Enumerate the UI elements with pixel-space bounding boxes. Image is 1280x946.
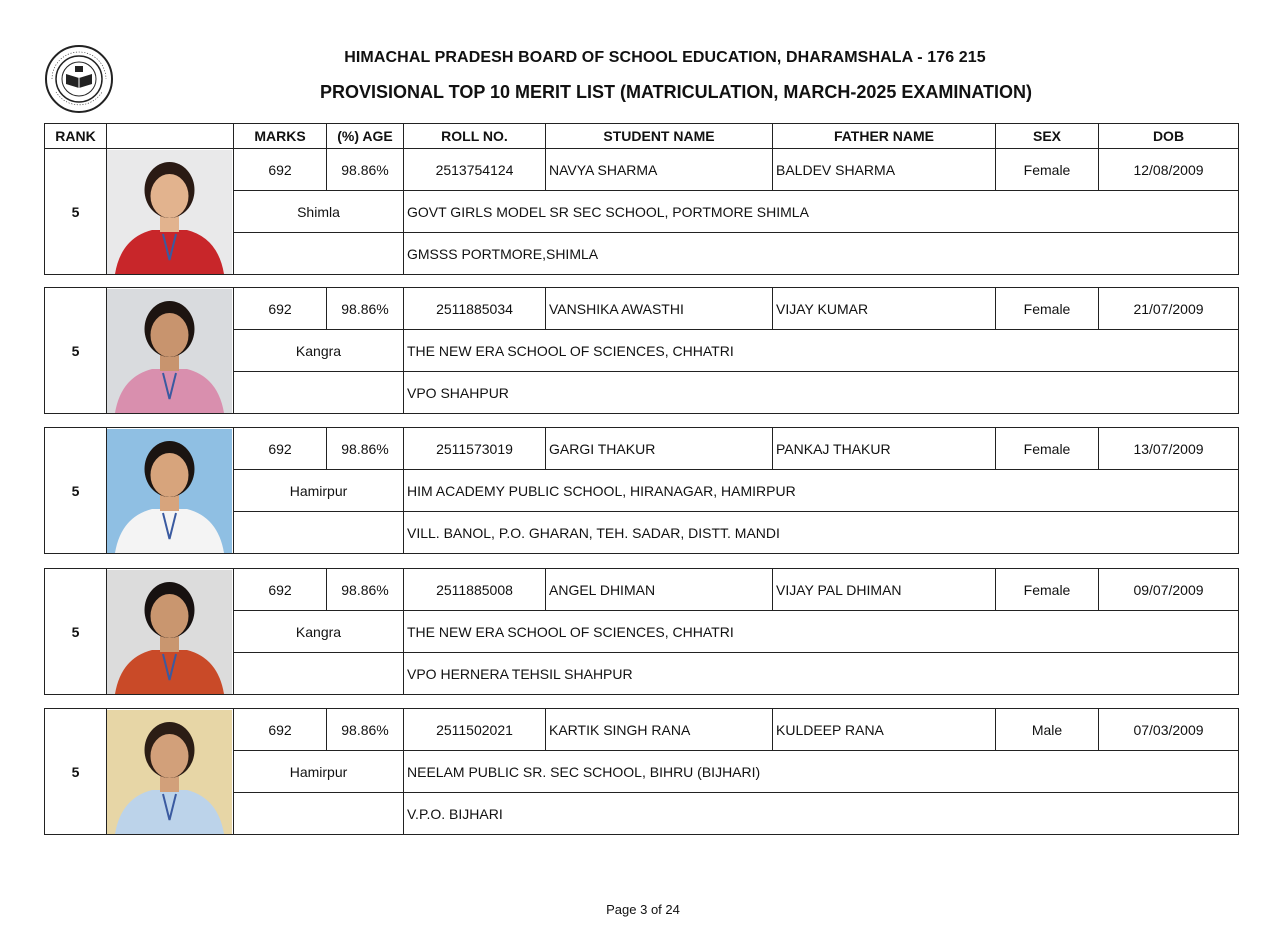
col-marks-header: MARKS [234,124,327,149]
rank-cell: 5 [45,149,107,275]
student-name-cell: KARTIK SINGH RANA [546,709,773,751]
portrait-image [107,710,232,834]
portrait-image [107,570,232,694]
father-name-cell: PANKAJ THAKUR [773,428,996,470]
board-title: HIMACHAL PRADESH BOARD OF SCHOOL EDUCATION, DHARAMSHALA - 176 215 [344,49,986,66]
col-percent-header: (%) AGE [327,124,404,149]
marks-cell: 692 [234,149,327,191]
blank-cell [234,653,404,695]
col-rank-header: RANK [45,124,107,149]
student-photo [107,149,234,275]
col-photo-header [107,124,234,149]
table-row [45,428,1239,470]
col-student-header: STUDENT NAME [546,124,773,149]
marks-cell: 692 [234,288,327,330]
student-photo [107,569,234,695]
merit-record-table [44,708,1239,835]
table-row [45,149,1239,191]
district-cell: Kangra [234,611,404,653]
rank-cell: 5 [45,569,107,695]
student-name-cell: VANSHIKA AWASTHI [546,288,773,330]
sex-cell: Female [996,428,1099,470]
blank-cell [234,233,404,275]
col-sex-header: SEX [996,124,1099,149]
percent-cell: 98.86% [327,709,404,751]
dob-cell: 13/07/2009 [1099,428,1239,470]
father-name-cell: BALDEV SHARMA [773,149,996,191]
col-dob-header: DOB [1099,124,1239,149]
sex-cell: Female [996,288,1099,330]
blank-cell [234,372,404,414]
school-cell: NEELAM PUBLIC SR. SEC SCHOOL, BIHRU (BIJHARI) [404,751,1239,793]
blank-cell [234,512,404,554]
dob-cell: 12/08/2009 [1099,149,1239,191]
percent-cell: 98.86% [327,569,404,611]
dob-cell: 09/07/2009 [1099,569,1239,611]
portrait-image [107,289,232,413]
school-cell: THE NEW ERA SCHOOL OF SCIENCES, CHHATRI [404,330,1239,372]
district-cell: Hamirpur [234,751,404,793]
roll-cell: 2511885008 [404,569,546,611]
rank-cell: 5 [45,288,107,414]
col-roll-header: ROLL NO. [404,124,546,149]
student-name-cell: ANGEL DHIMAN [546,569,773,611]
merit-record-table [44,123,1239,275]
table-row [45,709,1239,751]
school-cell: GOVT GIRLS MODEL SR SEC SCHOOL, PORTMORE SHIMLA [404,191,1239,233]
roll-cell: 2511573019 [404,428,546,470]
school-cell: THE NEW ERA SCHOOL OF SCIENCES, CHHATRI [404,611,1239,653]
district-cell: Hamirpur [234,470,404,512]
merit-record-table [44,427,1239,554]
father-name-cell: KULDEEP RANA [773,709,996,751]
student-name-cell: NAVYA SHARMA [546,149,773,191]
merit-list-title: PROVISIONAL TOP 10 MERIT LIST (MATRICULATION, MARCH-2025 EXAMINATION) [319,82,1033,102]
address-cell: GMSSS PORTMORE,SHIMLA [404,233,1239,275]
student-photo [107,709,234,835]
merit-record-table [44,287,1239,414]
percent-cell: 98.86% [327,428,404,470]
table-row [45,288,1239,330]
address-cell: VPO HERNERA TEHSIL SHAHPUR [404,653,1239,695]
roll-cell: 2511885034 [404,288,546,330]
table-row [45,569,1239,611]
page-number: Page 3 of 24 [606,902,680,917]
student-name-cell: GARGI THAKUR [546,428,773,470]
portrait-image [107,150,232,274]
rank-cell: 5 [45,709,107,835]
roll-cell: 2513754124 [404,149,546,191]
address-cell: VILL. BANOL, P.O. GHARAN, TEH. SADAR, DISTT. MANDI [404,512,1239,554]
col-father-header: FATHER NAME [773,124,996,149]
merit-record-table [44,568,1239,695]
sex-cell: Male [996,709,1099,751]
marks-cell: 692 [234,428,327,470]
percent-cell: 98.86% [327,288,404,330]
father-name-cell: VIJAY PAL DHIMAN [773,569,996,611]
district-cell: Shimla [234,191,404,233]
dob-cell: 07/03/2009 [1099,709,1239,751]
sex-cell: Female [996,569,1099,611]
sex-cell: Female [996,149,1099,191]
student-photo [107,288,234,414]
address-cell: V.P.O. BIJHARI [404,793,1239,835]
father-name-cell: VIJAY KUMAR [773,288,996,330]
marks-cell: 692 [234,569,327,611]
portrait-image [107,429,232,553]
school-cell: HIM ACADEMY PUBLIC SCHOOL, HIRANAGAR, HAMIRPUR [404,470,1239,512]
rank-cell: 5 [45,428,107,554]
district-cell: Kangra [234,330,404,372]
marks-cell: 692 [234,709,327,751]
student-photo [107,428,234,554]
dob-cell: 21/07/2009 [1099,288,1239,330]
table-header-row [45,124,1239,149]
blank-cell [234,793,404,835]
percent-cell: 98.86% [327,149,404,191]
roll-cell: 2511502021 [404,709,546,751]
address-cell: VPO SHAHPUR [404,372,1239,414]
